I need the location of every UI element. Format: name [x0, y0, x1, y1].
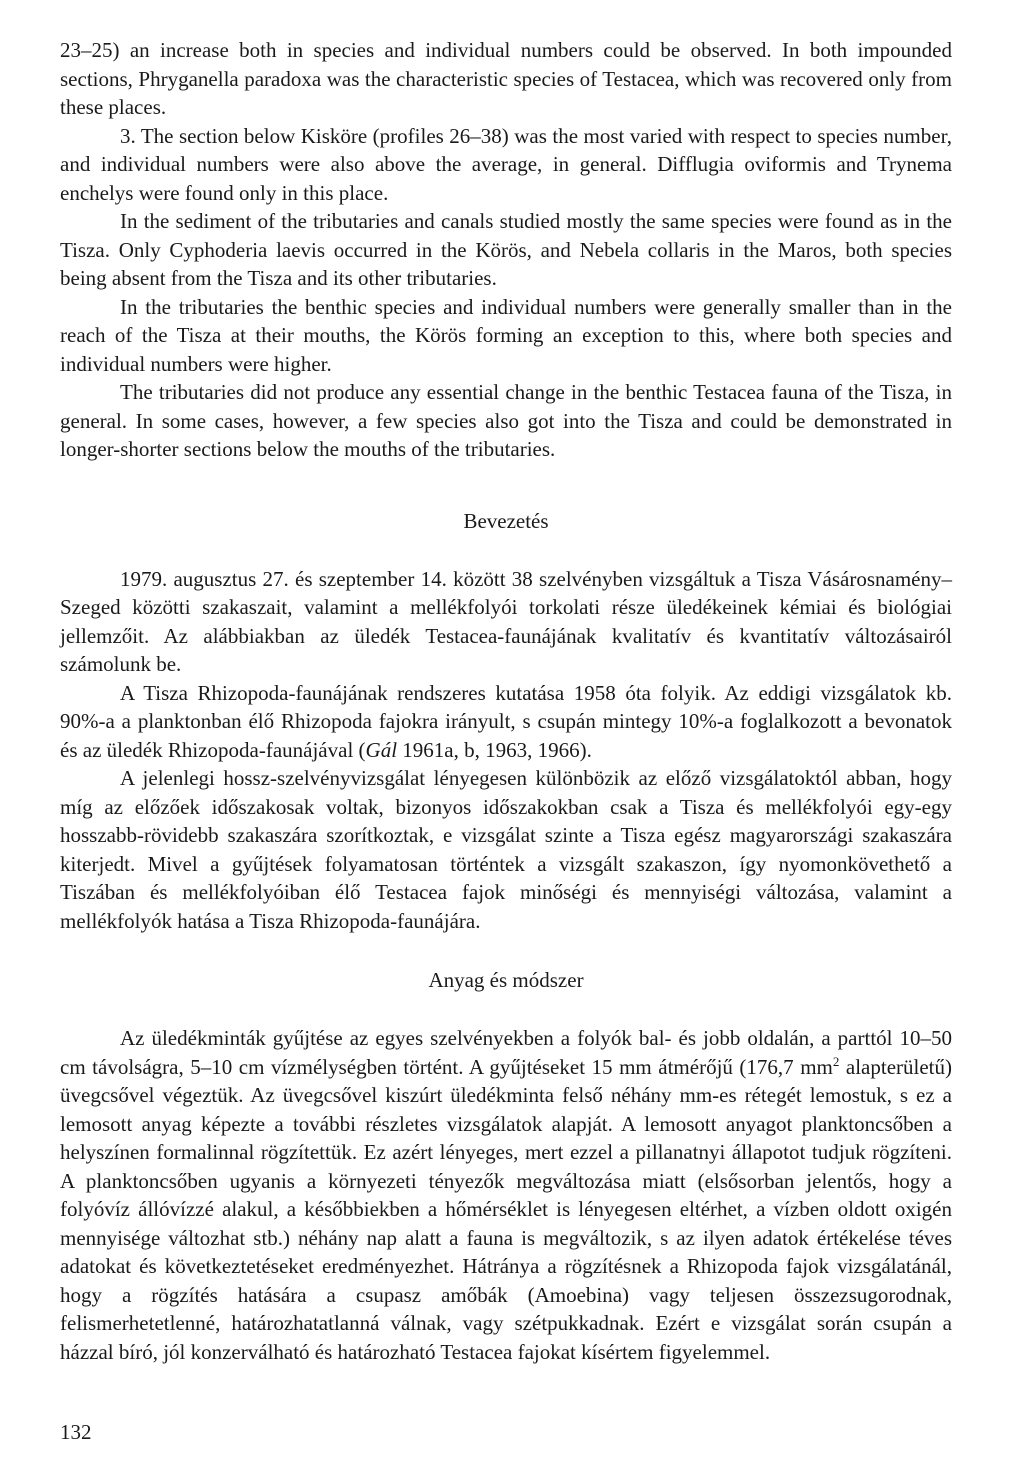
summary-paragraph-3: In the sediment of the tributaries and canals studied mostly the same species were found as in the Tisza. Only Cyphoderia laevis occurred in the Körös, and Nebela collaris in the Maros, both species being absent from the Tisza and its other tributaries. — [60, 209, 952, 290]
section-heading-bevezetes: Bevezetés — [463, 508, 549, 533]
page-body — [60, 36, 952, 1366]
summary-paragraph-4: In the tributaries the benthic species and individual numbers were generally smaller than in the reach of the Tisza at their mouths, the Körös forming an exception to this, where both species and individual numbers were higher. — [60, 294, 952, 376]
anyag-paragraph-1 — [60, 1024, 952, 1366]
page-number: 132 — [60, 1420, 92, 1444]
anyag-paragraph-1-text: Az üledékminták gyűjtése az egyes szelvényekben a folyók bal- és jobb oldalán, a parttól 10–50 cm távolságra, 5–10 cm vízmélységben történt. A gyűjtéseket 15 mm átmérőjű (176,7 mm — [60, 1026, 952, 1079]
english-summary — [60, 36, 952, 464]
bevezetes-paragraph-3: A jelenlegi hossz-szelvényvizsgálat lényegesen különbözik az előző vizsgálatoktól abban, hogy míg az előzőek időszakosak voltak, bizonyos időszakokban csak a Tisza és mellékfolyói egy-egy hosszabb-rövidebb szakaszára szorítkoztak, e vizsgálat szinte a Tisza egész magyarországi szakaszára kiterjedt. Mivel a gyűjtések folyamatosan történtek a vizsgált szakaszon, így nyomonkövethető a Tiszában és mellékfolyóiban élő Testacea fajok minőségi és mennyiségi változása, valamint a mellékfolyók hatása a Tisza Rhizopoda-faunájára. — [60, 766, 952, 933]
bevezetes-paragraph-2-tail: 1961a, b, 1963, 1966). — [397, 737, 592, 762]
superscript-2: 2 — [832, 1053, 840, 1069]
summary-paragraph-1: 23–25) an increase both in species and individual numbers could be observed. In both impounded sections, Phryganella paradoxa was the characteristic species of Testacea, which was recovered only from these places. — [60, 38, 952, 119]
bevezetes-paragraph-2 — [60, 679, 952, 765]
section-anyag-es-modszer — [60, 1024, 952, 1366]
section-bevezetes — [60, 565, 952, 936]
summary-paragraph-5: The tributaries did not produce any essential change in the benthic Testacea fauna of the Tisza, in general. In some cases, however, a few species also got into the Tisza and could be demonstrated in longer-shorter sections below the mouths of the tributaries. — [60, 380, 952, 461]
citation-author: Gál — [365, 737, 398, 762]
bevezetes-paragraph-1: 1979. augusztus 27. és szeptember 14. között 38 szelvényben vizsgáltuk a Tisza Vásárosnamény–Szeged közötti szakaszait, valamint a mellékfolyói torkolati része üledékeinek kémiai és biológiai jellemzőit. Az alábbiakban az üledék Testacea-faunájának kvalitatív és kvantitatív változásairól számolunk be. — [60, 566, 952, 676]
bevezetes-paragraph-2-text: A Tisza Rhizopoda-faunájának rendszeres kutatása 1958 óta folyik. Az eddigi vizsgálatok kb. 90%-a a planktonban élő Rhizopoda fajokra irányult, s csupán mintegy 10%-a foglalkozott a bevonatok és az üledék Rhizopoda-faunájával ( — [60, 680, 952, 762]
anyag-paragraph-1-tail: alapterületű) üvegcsővel végeztük. Az üvegcsővel kiszúrt üledékminta felső néhány mm-es rétegét lemostuk, s ez a lemosott anyag képezte a további részletes vizsgálatok alapját. A lemosott anyagot planktoncsőben a helyszínen formalinnal rögzítettük. Ez azért lényeges, mert ezzel a pillanatnyi állapotot tudjuk rögzíteni. A planktoncsőben ugyanis a környezeti tényezők megváltozása miatt (elsősorban jelentős, hogy a folyóvíz állóvízzé alakul, a későbbiekben a hőmérséklet is lényegesen eltérhet, a vízben oldott oxigén mennyisége változhat stb.) néhány nap alatt a fauna is megváltozik, s az ilyen adatok értékelése téves adatokat és következtetéseket eredményezhet. Hátránya a rögzítésnek a Rhizopoda fajok vizsgálatánál, hogy a rögzítés hatására a csupasz amőbák (Amoebina) vagy teljesen összezsugorodnak, felismerhetetlenné, határozhatatlanná válnak, vagy szétpukkadnak. Ezért e vizsgálat során csupán a házzal bíró, jól konzerválható és határozható Testacea fajokat kísértem figyelemmel. — [60, 1054, 953, 1364]
summary-paragraph-2: 3. The section below Kisköre (profiles 26–38) was the most varied with respect to species number, and individual numbers were also above the average, in general. Difflugia oviformis and Trynema enchelys were found only in this place. — [60, 123, 952, 205]
section-heading-anyag: Anyag és módszer — [428, 968, 584, 992]
